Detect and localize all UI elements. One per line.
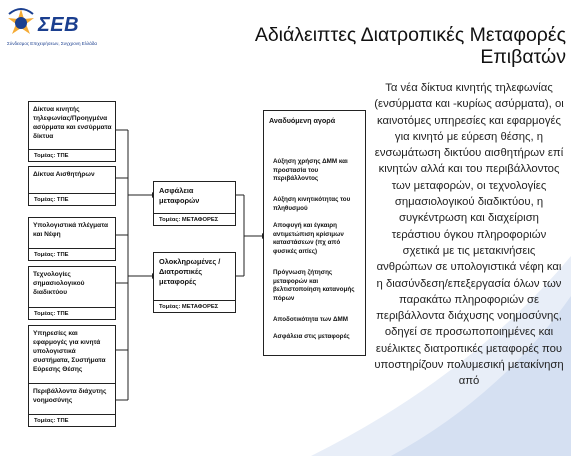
left-box-ambient-intelligence [28,383,116,427]
mid-box-intermodal-transport [153,252,236,313]
sector-label: Τομέας: ΤΠΕ [29,193,115,205]
market-item: Αποφυγή και έγκαιρη αντιμετώπιση κρίσιμων καταστάσεων (πχ από φυσικές αιτίες) [273,222,344,255]
left-box-mobile-networks [28,101,116,162]
box-label: Ολοκληρωμένες / Διατροπικές μεταφορές [159,257,221,286]
left-box-grids-clouds [28,217,116,261]
emerging-market-box [263,110,366,356]
left-box-sensor-networks [28,166,116,206]
mid-box-transport-safety [153,181,236,226]
emerging-market-heading: Αναδυόμενη αγορά [269,116,336,125]
sector-label: Τομέας: ΜΕΤΑΦΟΡΕΣ [154,300,235,312]
market-item: Ασφάλεια στις μεταφορές [273,333,350,340]
sector-label: Τομέας: ΤΠΕ [29,149,115,161]
box-label: Υπηρεσίες και εφαρμογές για κινητά υπολογιστικά συστήματα, Συστήματα Εύρεσης Θέσης [33,330,106,373]
sector-label: Τομέας: ΤΠΕ [29,248,115,260]
description-paragraph: Τα νέα δίκτυα κινητής τηλεφωνίας (ενσύρματα και -κυρίως ασύρματα), οι καινοτόμες υπηρεσίες και εφαρμογές για κινητό με εύρεση θέσης, η ενσωμάτωση δικτύου αισθητήρων επί κινητών αλλά και του περιβάλλοντος των μεταφορών, οι τεχνολογίες σημασιολογικού διαδικτύου, η συγκέντρωση και διαχείριση τεράστιου όγκου πληροφοριών σχετικά με τις μετακινήσεις ανθρώπων σε υπολογιστικά νέφη και η διασύνδεση/επεξεργασία όλων των παρακάτω πληροφοριών σε περιβάλλοντα διάχυσης νοημοσύνης, οδηγεί σε προσωποποιημένες και ευέλικτες διατροπικές μεταφορές που υποστηρίζουν πολυμεσική μετακίνηση από [374,82,564,388]
market-item: Αποδοτικότητα των ΔΜΜ [273,316,348,323]
box-label: Δίκτυα κινητής τηλεφωνίας/Προηγμένα ασύρματα και ενσύρματα δίκτυα [33,106,112,140]
box-label: Ασφάλεια μεταφορών [159,186,200,205]
box-label: Τεχνολογίες σημασιολογικού διαδικτύου [33,271,85,296]
logo-tagline: Σύνδεσμος Επιχειρήσεων, Συγχρονη Ελλάδα [7,41,97,46]
box-label: Δίκτυα Αισθητήρων [33,171,95,178]
market-item: Αύξηση κινητικότητας του πληθυσμού [273,196,351,212]
left-box-mobile-services [28,325,116,383]
market-item: Αύξηση χρήσης ΔΜΜ και προστασία του περιβάλλοντος [273,158,348,182]
left-box-semantic-web [28,266,116,320]
logo-wordmark: ΣΕΒ [38,14,80,36]
sector-label: Τομέας: ΤΠΕ [29,414,115,426]
page-title: Αδιάλειπτες Διατροπικές Μεταφορές Επιβατών [254,24,566,68]
market-item: Πρόγνωση ζήτησης μεταφορών και βελτιστοποίηση κατανομής πόρων [273,269,355,302]
box-label: Υπολογιστικά πλέγματα και Νέφη [33,222,109,238]
box-label: Περιβάλλοντα διάχυτης νοημοσύνης [33,388,107,404]
sector-label: Τομέας: ΜΕΤΑΦΟΡΕΣ [154,213,235,225]
sector-label: Τομέας: ΤΠΕ [29,307,115,319]
